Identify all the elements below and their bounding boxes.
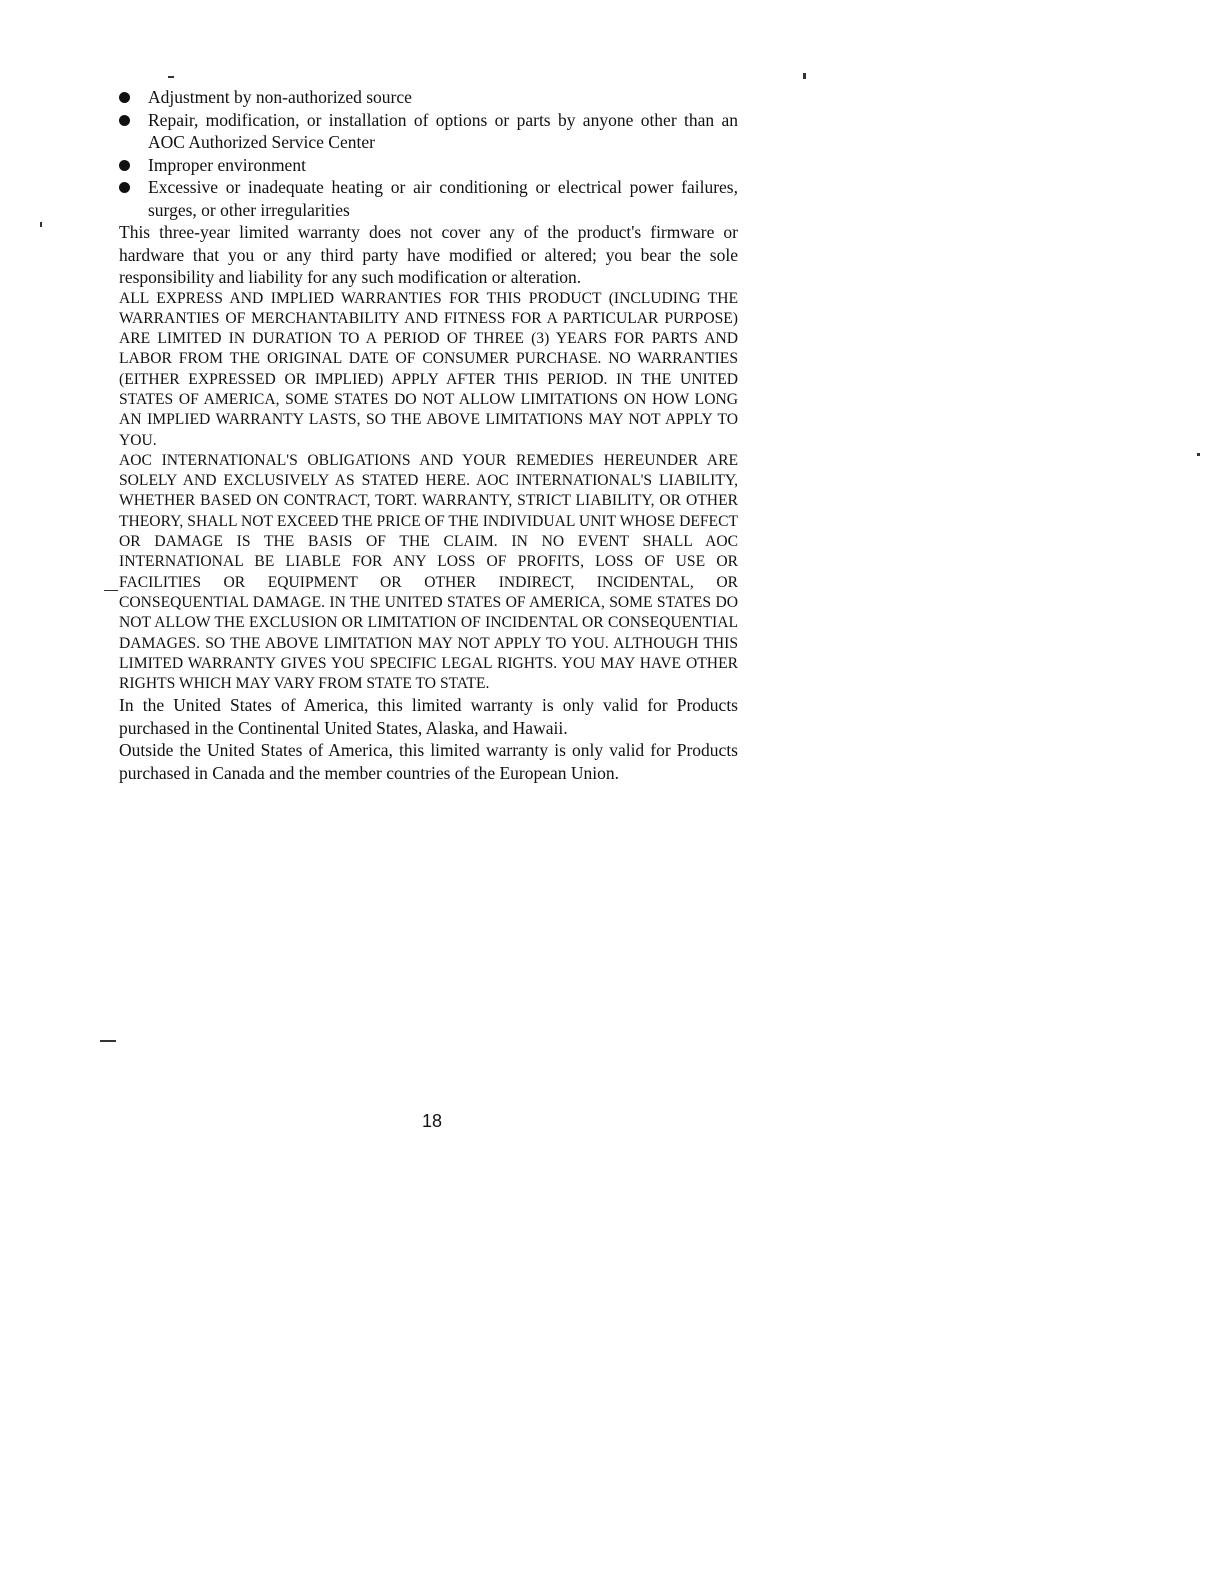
scan-speck: [1197, 453, 1200, 456]
list-item: [119, 86, 738, 109]
bullet-icon: [119, 92, 130, 103]
list-item-text: Improper environment: [148, 154, 306, 175]
page-number: 18: [422, 1111, 443, 1131]
obligations-paragraph: AOC INTERNATIONAL'S OBLIGATIONS AND YOUR REMEDIES HEREUNDER ARE SOLELY AND EXCLUSIVELY AS STATED HERE. AOC INTERNATIONAL'S LIABILITY, WHETHER BASED ON CONTRACT, TORT. WARRANTY, STRICT LIABILITY, OR OTHER THEORY, SHALL NOT EXCEED THE PRICE OF THE INDIVIDUAL UNIT WHOSE DEFECT OR DAMAGE IS THE BASIS OF THE CLAIM. IN NO EVENT SHALL AOC INTERNATIONAL BE LIABLE FOR ANY LOSS OF PROFITS, LOSS OF USE OR FACILITIES OR EQUIPMENT OR OTHER INDIRECT, INCIDENTAL, OR CONSEQUENTIAL DAMAGE. IN THE UNITED STATES OF AMERICA, SOME STATES DO NOT ALLOW THE EXCLUSION OR LIMITATION OF INCIDENTAL OR CONSEQUENTIAL DAMAGES. SO THE ABOVE LIMITATION MAY NOT APPLY TO YOU. ALTHOUGH THIS LIMITED WARRANTY GIVES YOU SPECIFIC LEGAL RIGHTS. YOU MAY HAVE OTHER RIGHTS WHICH MAY VARY FROM STATE TO STATE.: [119, 451, 738, 693]
firmware-paragraph: This three-year limited warranty does not cover any of the product's firmware or hardware that you or any third party have modified or altered; you bear the sole responsibility and liability for any such modification or alteration.: [119, 222, 738, 287]
list-item: [119, 109, 738, 154]
exclusion-list: [119, 86, 738, 221]
list-item-text: Repair, modification, or installation of options or parts by anyone other than an AOC Authorized Service Center: [148, 109, 738, 152]
list-item: [119, 176, 738, 221]
list-item-text: Excessive or inadequate heating or air conditioning or electrical power failures, surges, or other irregularities: [148, 177, 738, 220]
warranty-text-block: [119, 86, 738, 784]
bullet-icon: [119, 160, 130, 171]
implied-warranties-paragraph: ALL EXPRESS AND IMPLIED WARRANTIES FOR THIS PRODUCT (INCLUDING THE WARRANTIES OF MERCHANTABILITY AND FITNESS FOR A PARTICULAR PURPOSE) ARE LIMITED IN DURATION TO A PERIOD OF THREE (3) YEARS FOR PARTS AND LABOR FROM THE ORIGINAL DATE OF CONSUMER PURCHASE. NO WARRANTIES (EITHER EXPRESSED OR IMPLIED) APPLY AFTER THIS PERIOD. IN THE UNITED STATES OF AMERICA, SOME STATES DO NOT ALLOW LIMITATIONS ON HOW LONG AN IMPLIED WARRANTY LASTS, SO THE ABOVE LIMITATIONS MAY NOT APPLY TO YOU.: [119, 289, 738, 449]
list-item: [119, 154, 738, 177]
scan-speck: [803, 73, 806, 79]
list-item-text: Adjustment by non-authorized source: [148, 87, 412, 107]
bullet-icon: [119, 115, 130, 126]
outside-us-validity-paragraph: Outside the United States of America, this limited warranty is only valid for Products purchased in Canada and the member countries of the European Union.: [119, 740, 738, 783]
scan-speck: [104, 590, 118, 591]
scan-speck: [168, 76, 174, 78]
us-validity-paragraph: In the United States of America, this limited warranty is only valid for Products purchased in the Continental United States, Alaska, and Hawaii.: [119, 695, 738, 738]
bullet-icon: [119, 182, 130, 193]
scan-speck: [40, 222, 42, 227]
scan-speck: [100, 1040, 116, 1042]
